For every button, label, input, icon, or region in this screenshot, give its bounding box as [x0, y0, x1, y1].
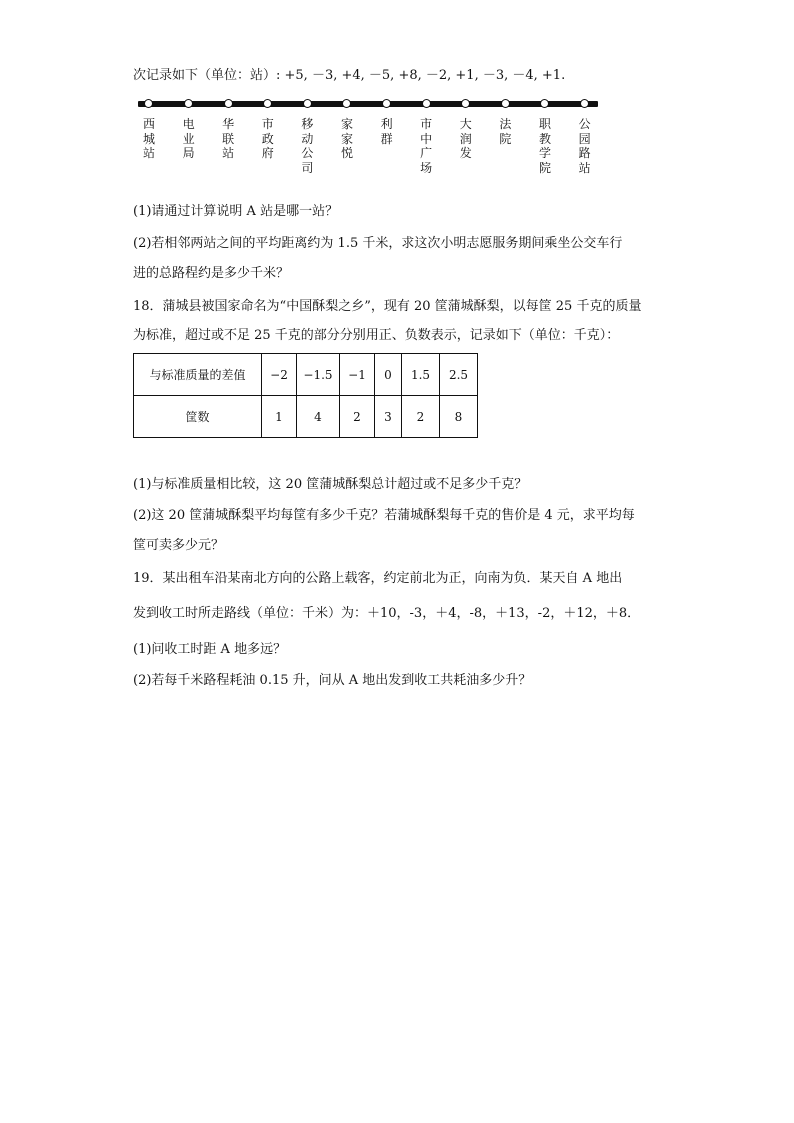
route-line [138, 101, 598, 107]
station-marker [422, 99, 431, 108]
station-label: 西城站 [142, 117, 155, 160]
q18-part2-line1: (2)这 20 筐蒲城酥梨平均每筐有多少千克？若蒲城酥梨每千克的售价是 4 元，求平均每 [133, 508, 635, 523]
station-marker [580, 99, 589, 108]
table-row-label: 与标准质量的差值 [134, 354, 262, 396]
q19-part1: (1)问收工时距 A 地多远？ [133, 642, 287, 657]
station-label: 移动公司 [301, 117, 314, 175]
table-cell: 0 [375, 354, 402, 396]
table-cell: 8 [440, 396, 478, 438]
station-label: 利群 [380, 117, 393, 146]
q17-part2-line1: (2)若相邻两站之间的平均距离约为 1.5 千米，求这次小明志愿服务期间乘坐公交车行 [133, 236, 623, 251]
table-row [134, 396, 478, 438]
table-cell: 1 [262, 396, 297, 438]
q18-stem-line1: 18．蒲城县被国家命名为“中国酥梨之乡”，现有 20 筐蒲城酥梨，以每筐 25 千克的质量 [133, 299, 642, 314]
table-cell: 2 [340, 396, 375, 438]
q18-stem-line2: 为标准，超过或不足 25 千克的部分分别用正、负数表示，记录如下（单位：千克）： [133, 328, 620, 343]
table-row-label: 筐数 [134, 396, 262, 438]
q17-part1: (1)请通过计算说明 A 站是哪一站？ [133, 204, 339, 219]
station-marker [184, 99, 193, 108]
station-label: 市政府 [261, 117, 274, 160]
station-label: 电业局 [182, 117, 195, 160]
station-marker [382, 99, 391, 108]
table-row [134, 354, 478, 396]
station-label: 家家悦 [340, 117, 353, 160]
q17-part2-line2: 进的总路程约是多少千米？ [133, 266, 290, 281]
q19-stem-line2: 发到收工时所走路线（单位：千米）为：＋10，-3，＋4，-8，＋13，-2，＋12，＋8． [133, 606, 641, 621]
intro-line: 次记录如下（单位：站）: +5, －3, +4, －5, +8, －2, +1, －3, －4, +1. [133, 68, 566, 83]
q18-part2-line2: 筐可卖多少元？ [133, 538, 225, 553]
table-cell: −1.5 [297, 354, 340, 396]
station-label: 市中广场 [420, 117, 433, 175]
table-cell: 2 [402, 396, 440, 438]
station-label: 法院 [499, 117, 512, 146]
table-cell: 3 [375, 396, 402, 438]
q19-stem-line1: 19．某出租车沿某南北方向的公路上载客，约定前北为正，向南为负．某天自 A 地出 [133, 571, 623, 586]
table-cell: 2.5 [440, 354, 478, 396]
table-cell: −2 [262, 354, 297, 396]
q18-part1: (1)与标准质量相比较，这 20 筐蒲城酥梨总计超过或不足多少千克？ [133, 477, 528, 492]
table-cell: 4 [297, 396, 340, 438]
station-label: 职教学院 [538, 117, 551, 175]
q19-part2: (2)若每千米路程耗油 0.15 升，问从 A 地出发到收工共耗油多少升？ [133, 673, 532, 688]
station-label: 大润发 [459, 117, 472, 160]
station-marker [501, 99, 510, 108]
station-label: 华联站 [222, 117, 235, 160]
station-marker [224, 99, 233, 108]
table-cell: −1 [340, 354, 375, 396]
station-label: 公园路站 [578, 117, 591, 175]
table-cell: 1.5 [402, 354, 440, 396]
station-marker [303, 99, 312, 108]
weight-difference-table [133, 353, 478, 438]
